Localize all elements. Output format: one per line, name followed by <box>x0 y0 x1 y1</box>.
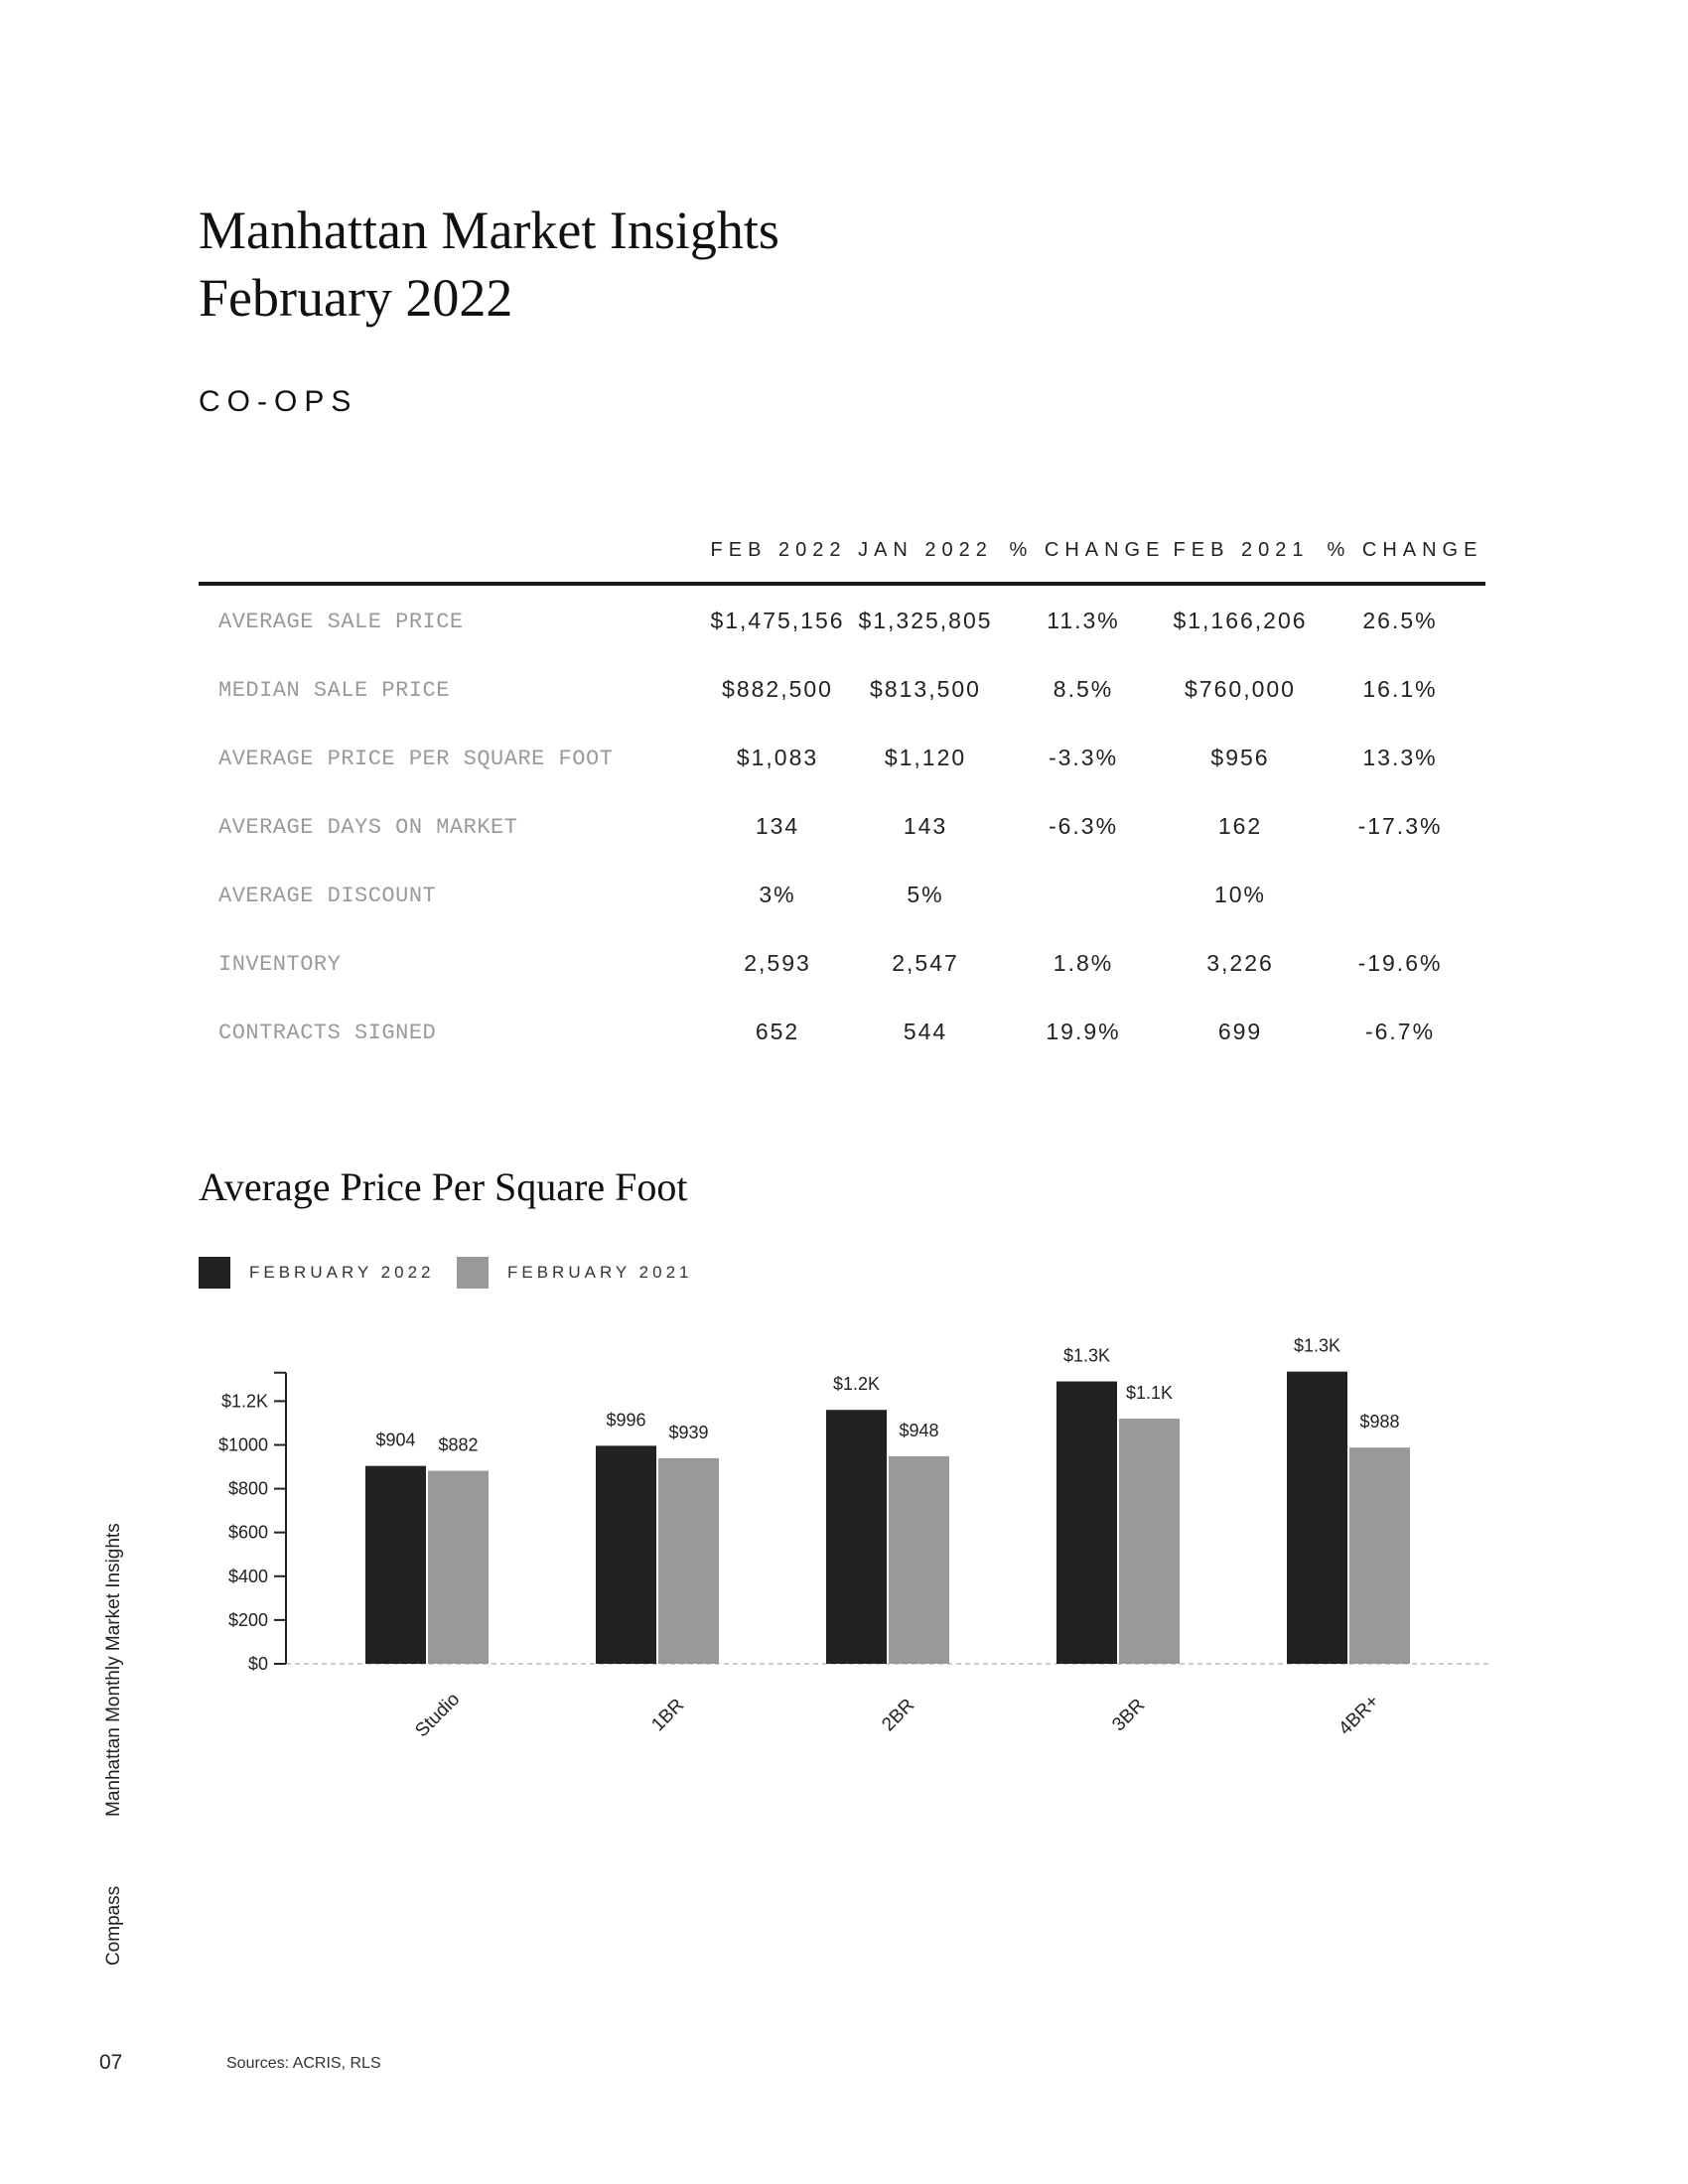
row-label-median-sale-price: MEDIAN SALE PRICE <box>218 678 450 703</box>
table-cell: -6.7% <box>1364 1019 1436 1044</box>
table-cell: 2,593 <box>744 950 811 976</box>
table-cell: 10% <box>1213 882 1267 907</box>
table-cell: -3.3% <box>1048 745 1119 770</box>
table-cell: 5% <box>907 882 944 907</box>
chart-title: Average Price Per Square Foot <box>199 1164 688 1209</box>
bar-value-label: $988 <box>1359 1412 1400 1433</box>
row-label-contracts-signed: CONTRACTS SIGNED <box>218 1021 437 1045</box>
table-cell: 143 <box>903 813 948 839</box>
row-label-average-price-per-square-foot: AVERAGE PRICE PER SQUARE FOOT <box>218 747 614 771</box>
legend-label-feb-2021: FEBRUARY 2021 <box>507 1263 693 1282</box>
column-header-feb-2022: FEB 2022 <box>710 539 847 561</box>
bar-4br-feb-2022 <box>1287 1372 1347 1664</box>
column-header-jan-2022: JAN 2022 <box>858 539 993 561</box>
table-cell: -19.6% <box>1357 950 1443 976</box>
table-cell: $813,500 <box>870 676 981 702</box>
table-cell: $956 <box>1210 745 1270 770</box>
bar-value-label: $948 <box>899 1420 939 1440</box>
row-label-average-days-on-market: AVERAGE DAYS ON MARKET <box>218 815 518 840</box>
table-cell: 544 <box>903 1019 948 1044</box>
y-tick-label: $0 <box>247 1654 268 1674</box>
bar-3br-feb-2022 <box>1056 1382 1117 1664</box>
row-label-average-discount: AVERAGE DISCOUNT <box>218 884 437 908</box>
row-label-average-sale-price: AVERAGE SALE PRICE <box>218 610 464 634</box>
side-label-report: Manhattan Monthly Market Insights <box>103 1523 124 1817</box>
bar-3br-feb-2021 <box>1119 1419 1180 1664</box>
category-label: 2BR <box>878 1695 919 1736</box>
title-line-2: February 2022 <box>199 268 513 328</box>
table-cell: 16.1% <box>1362 676 1438 702</box>
table-cell: $1,325,805 <box>858 608 993 633</box>
table-cell: 1.8% <box>1053 950 1114 976</box>
bar-value-label: $1.2K <box>832 1374 881 1395</box>
table-cell: 3,226 <box>1206 950 1274 976</box>
bar-value-label: $1.1K <box>1125 1383 1174 1404</box>
price-per-sqft-bar-chart <box>0 1291 1688 1787</box>
bar-value-label: $1.3K <box>1293 1335 1341 1356</box>
table-cell: 162 <box>1217 813 1263 839</box>
bar-value-label: $939 <box>668 1422 709 1442</box>
column-header-feb-2021: FEB 2021 <box>1173 539 1310 561</box>
table-header-rule <box>199 582 1485 586</box>
y-tick-label: $400 <box>227 1566 268 1586</box>
side-label-brand: Compass <box>103 1885 124 1966</box>
table-cell: 652 <box>755 1019 800 1044</box>
bar-value-label: $882 <box>438 1434 479 1455</box>
table-cell: $760,000 <box>1185 676 1296 702</box>
page-title <box>199 197 779 332</box>
table-cell: $1,475,156 <box>710 608 845 633</box>
table-cell: $1,083 <box>736 745 819 770</box>
category-label: 4BR+ <box>1335 1691 1384 1740</box>
bar-2br-feb-2021 <box>889 1456 949 1664</box>
table-cell: 2,547 <box>892 950 959 976</box>
category-label: 3BR <box>1108 1695 1150 1736</box>
table-cell: 8.5% <box>1053 676 1114 702</box>
table-cell: 13.3% <box>1362 745 1438 770</box>
bar-value-label: $904 <box>375 1430 416 1450</box>
table-cell: 11.3% <box>1047 608 1120 633</box>
y-tick-label: $1000 <box>217 1434 268 1455</box>
table-cell: 26.5% <box>1362 608 1438 633</box>
table-cell: -6.3% <box>1048 813 1119 839</box>
category-label: Studio <box>411 1689 465 1742</box>
section-heading: CO-OPS <box>199 385 358 418</box>
bar-1br-feb-2022 <box>596 1445 656 1664</box>
bar-value-label: $1.3K <box>1062 1345 1111 1366</box>
bar-1br-feb-2021 <box>658 1458 719 1664</box>
y-tick-label: $600 <box>227 1522 268 1543</box>
table-cell: 134 <box>755 813 800 839</box>
legend-swatch-feb-2021 <box>457 1257 489 1289</box>
y-tick-label: $800 <box>227 1478 268 1499</box>
sources-note: Sources: ACRIS, RLS <box>226 2055 381 2072</box>
table-cell: -17.3% <box>1357 813 1443 839</box>
table-cell: 699 <box>1217 1019 1263 1044</box>
table-cell: $1,166,206 <box>1173 608 1308 633</box>
bar-4br-feb-2021 <box>1349 1447 1410 1664</box>
table-cell: $1,120 <box>884 745 967 770</box>
page-number: 07 <box>99 2051 123 2074</box>
column-header-change-month: % CHANGE <box>1009 539 1166 561</box>
bar-2br-feb-2022 <box>826 1410 887 1664</box>
y-tick-label: $1.2K <box>220 1391 268 1412</box>
bar-studio-feb-2022 <box>365 1466 426 1664</box>
legend-swatch-feb-2022 <box>199 1257 230 1289</box>
category-label: 1BR <box>647 1695 689 1736</box>
row-label-inventory: INVENTORY <box>218 952 342 977</box>
y-tick-label: $200 <box>227 1609 268 1630</box>
title-line-1: Manhattan Market Insights <box>199 201 779 260</box>
column-header-change-year: % CHANGE <box>1327 539 1483 561</box>
table-cell: $882,500 <box>722 676 833 702</box>
legend-label-feb-2022: FEBRUARY 2022 <box>249 1263 435 1282</box>
table-cell: 3% <box>759 882 796 907</box>
table-cell: 19.9% <box>1046 1019 1121 1044</box>
bar-studio-feb-2021 <box>428 1471 489 1664</box>
bar-value-label: $996 <box>606 1410 646 1431</box>
